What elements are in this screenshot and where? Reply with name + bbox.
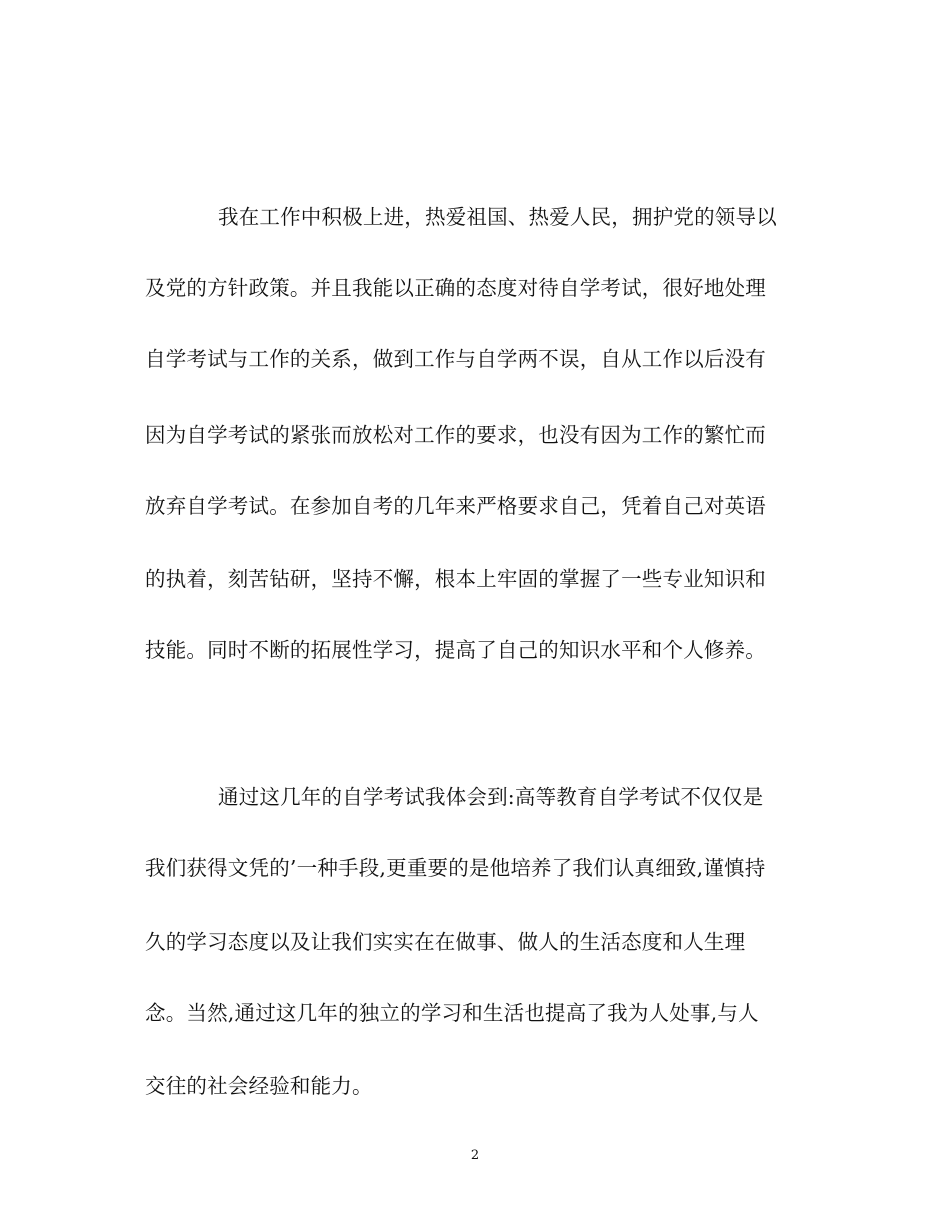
paragraph-1-line-7: 技能。同时不断的拓展性学习，提高了自己的知识水平和个人修养。	[145, 638, 766, 662]
paragraph-2-line-1: 通过这几年的自学考试我体会到:高等教育自学考试不仅仅是	[218, 785, 764, 809]
paragraph-1-line-4: 因为自学考试的紧张而放松对工作的要求，也没有因为工作的繁忙而	[145, 423, 766, 447]
paragraph-1-line-2: 及党的方针政策。并且我能以正确的态度对待自学考试，很好地处理	[145, 276, 766, 300]
paragraph-2-line-4: 念。当然,通过这几年的独立的学习和生活也提高了我为人处事,与人	[145, 1001, 759, 1025]
paragraph-1-line-5: 放弃自学考试。在参加自考的几年来严格要求自己，凭着自己对英语	[145, 494, 766, 518]
paragraph-1-line-6: 的执着，刻苦钻研，坚持不懈，根本上牢固的掌握了一些专业知识和	[145, 567, 766, 591]
page-number: 2	[470, 1148, 480, 1163]
paragraph-2-line-5: 交往的社会经验和能力。	[145, 1074, 373, 1098]
paragraph-2-line-2: 我们获得文凭的’一种手段,更重要的是他培养了我们认真细致,谨慎持	[145, 856, 766, 880]
paragraph-2-line-3: 久的学习态度以及让我们实实在在做事、做人的生活态度和人生理	[145, 930, 746, 954]
paragraph-1-line-3: 自学考试与工作的关系，做到工作与自学两不误，自从工作以后没有	[145, 347, 766, 371]
paragraph-1-line-1: 我在工作中积极上进，热爱祖国、热爱人民，拥护党的领导以	[218, 205, 777, 229]
